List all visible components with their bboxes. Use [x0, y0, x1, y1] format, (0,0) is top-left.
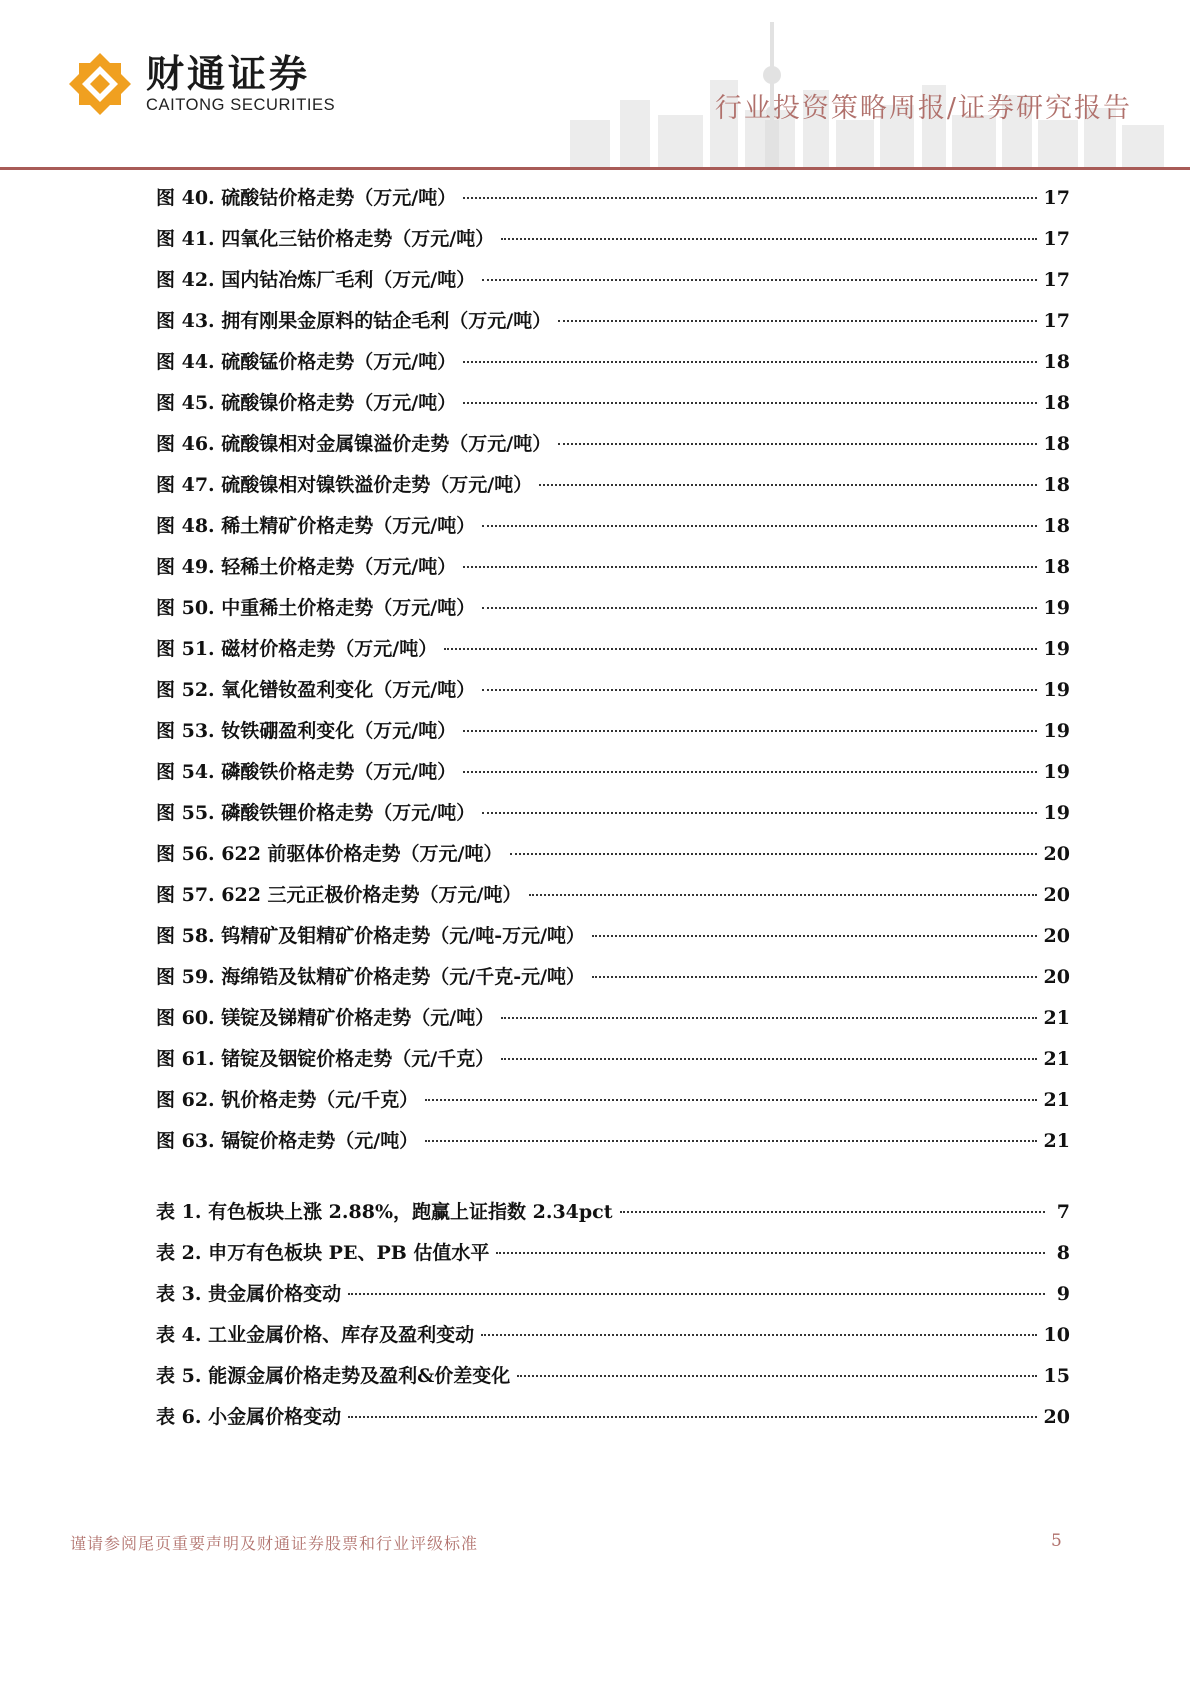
toc-entry-page: 20 — [1043, 966, 1070, 988]
toc-entry-page: 21 — [1043, 1089, 1070, 1111]
dot-leader — [558, 320, 1036, 322]
toc-entry-label: 图 52. 氧化镨钕盈利变化（万元/吨） — [156, 679, 476, 701]
dot-leader — [592, 976, 1036, 978]
toc-entry[interactable] — [156, 1238, 1070, 1279]
toc-entry[interactable] — [156, 511, 1070, 552]
toc-entry[interactable] — [156, 1320, 1070, 1361]
dot-leader — [348, 1293, 1045, 1295]
toc-entry[interactable] — [156, 593, 1070, 634]
dot-leader — [425, 1140, 1036, 1142]
toc-entry-page: 20 — [1043, 925, 1070, 947]
dot-leader — [463, 771, 1036, 773]
toc-entry-label: 图 42. 国内钴冶炼厂毛利（万元/吨） — [156, 269, 476, 291]
toc-entry-page: 18 — [1043, 556, 1070, 578]
toc-entry[interactable] — [156, 429, 1070, 470]
dot-leader — [482, 812, 1036, 814]
report-type-title: 行业投资策略周报/证券研究报告 — [714, 93, 1132, 124]
toc-entry-label: 图 45. 硫酸镍价格走势（万元/吨） — [156, 392, 457, 414]
toc-entry-page: 18 — [1043, 515, 1070, 537]
dot-leader — [539, 484, 1036, 486]
toc-entry-page: 18 — [1043, 351, 1070, 373]
toc-entry[interactable] — [156, 265, 1070, 306]
toc-entry-page: 20 — [1043, 884, 1070, 906]
toc-entry-label: 图 62. 钒价格走势（元/千克） — [156, 1089, 419, 1111]
toc-entry[interactable] — [156, 470, 1070, 511]
toc-entry-page: 19 — [1043, 679, 1070, 701]
toc-entry-label: 图 44. 硫酸锰价格走势（万元/吨） — [156, 351, 457, 373]
toc-entry-label: 图 48. 稀土精矿价格走势（万元/吨） — [156, 515, 476, 537]
dot-leader — [517, 1375, 1036, 1377]
toc-entry-page: 21 — [1043, 1130, 1070, 1152]
toc-entry[interactable] — [156, 798, 1070, 839]
toc-entry-label: 图 60. 镁锭及锑精矿价格走势（元/吨） — [156, 1007, 495, 1029]
toc-entry-label: 图 50. 中重稀土价格走势（万元/吨） — [156, 597, 476, 619]
dot-leader — [481, 1334, 1036, 1336]
toc-entry-label: 表 5. 能源金属价格走势及盈利&价差变化 — [156, 1365, 511, 1387]
dot-leader — [482, 279, 1036, 281]
toc-entry-label: 图 53. 钕铁硼盈利变化（万元/吨） — [156, 720, 457, 742]
toc-entry[interactable] — [156, 388, 1070, 429]
toc-entry-label: 图 55. 磷酸铁锂价格走势（万元/吨） — [156, 802, 476, 824]
toc-entry-page: 17 — [1043, 269, 1070, 291]
dot-leader — [501, 238, 1036, 240]
table-list — [156, 1197, 1070, 1443]
toc-entry-label: 图 63. 镉锭价格走势（元/吨） — [156, 1130, 419, 1152]
table-of-contents — [156, 183, 1070, 1443]
toc-entry-label: 表 2. 申万有色板块 PE、PB 估值水平 — [156, 1242, 490, 1264]
dot-leader — [425, 1099, 1036, 1101]
toc-entry-label: 图 46. 硫酸镍相对金属镍溢价走势（万元/吨） — [156, 433, 552, 455]
toc-entry-page: 18 — [1043, 433, 1070, 455]
toc-entry[interactable] — [156, 634, 1070, 675]
toc-entry-page: 17 — [1043, 228, 1070, 250]
toc-entry-page: 17 — [1043, 310, 1070, 332]
toc-entry-label: 表 6. 小金属价格变动 — [156, 1406, 342, 1428]
dot-leader — [463, 566, 1036, 568]
dot-leader — [348, 1416, 1036, 1418]
toc-entry-page: 20 — [1043, 843, 1070, 865]
toc-entry[interactable] — [156, 224, 1070, 265]
toc-entry-label: 图 51. 磁材价格走势（万元/吨） — [156, 638, 438, 660]
dot-leader — [558, 443, 1036, 445]
toc-entry-label: 图 47. 硫酸镍相对镍铁溢价走势（万元/吨） — [156, 474, 533, 496]
toc-entry[interactable] — [156, 716, 1070, 757]
toc-entry[interactable] — [156, 306, 1070, 347]
toc-entry[interactable] — [156, 1126, 1070, 1167]
toc-entry-label: 图 41. 四氧化三钴价格走势（万元/吨） — [156, 228, 495, 250]
toc-entry-page: 8 — [1056, 1242, 1070, 1264]
toc-entry-label: 表 4. 工业金属价格、库存及盈利变动 — [156, 1324, 475, 1346]
section-gap — [156, 1167, 1070, 1197]
dot-leader — [620, 1211, 1045, 1213]
toc-entry-label: 图 61. 锗锭及铟锭价格走势（元/千克） — [156, 1048, 495, 1070]
dot-leader — [510, 853, 1037, 855]
toc-entry[interactable] — [156, 675, 1070, 716]
toc-entry[interactable] — [156, 552, 1070, 593]
toc-entry[interactable] — [156, 1085, 1070, 1126]
toc-entry[interactable] — [156, 921, 1070, 962]
dot-leader — [529, 894, 1037, 896]
dot-leader — [482, 689, 1036, 691]
toc-entry-page: 18 — [1043, 392, 1070, 414]
toc-entry-label: 图 58. 钨精矿及钼精矿价格走势（元/吨-万元/吨） — [156, 925, 586, 947]
dot-leader — [444, 648, 1036, 650]
toc-entry[interactable] — [156, 962, 1070, 1003]
dot-leader — [501, 1017, 1036, 1019]
toc-entry[interactable] — [156, 757, 1070, 798]
toc-entry-label: 图 49. 轻稀土价格走势（万元/吨） — [156, 556, 457, 578]
toc-entry[interactable] — [156, 1279, 1070, 1320]
toc-entry-label: 表 3. 贵金属价格变动 — [156, 1283, 342, 1305]
dot-leader — [496, 1252, 1045, 1254]
toc-entry-page: 19 — [1043, 720, 1070, 742]
coin-logo-icon — [66, 50, 134, 118]
toc-entry-page: 20 — [1043, 1406, 1070, 1428]
dot-leader — [482, 607, 1036, 609]
toc-entry[interactable] — [156, 1402, 1070, 1443]
toc-entry-label: 图 40. 硫酸钴价格走势（万元/吨） — [156, 187, 457, 209]
toc-entry[interactable] — [156, 839, 1070, 880]
toc-entry[interactable] — [156, 1361, 1070, 1402]
dot-leader — [482, 525, 1036, 527]
toc-entry[interactable] — [156, 183, 1070, 224]
dot-leader — [463, 361, 1036, 363]
dot-leader — [501, 1058, 1036, 1060]
toc-entry-label: 图 57. 622 三元正极价格走势（万元/吨） — [156, 884, 522, 906]
toc-entry-label: 表 1. 有色板块上涨 2.88%，跑赢上证指数 2.34pct — [156, 1201, 613, 1223]
page-number: 5 — [1051, 1531, 1062, 1551]
toc-entry[interactable] — [156, 1044, 1070, 1085]
footer-disclaimer: 谨请参阅尾页重要声明及财通证券股票和行业评级标准 — [70, 1534, 479, 1553]
toc-entry-label: 图 56. 622 前驱体价格走势（万元/吨） — [156, 843, 503, 865]
toc-entry-page: 19 — [1043, 761, 1070, 783]
toc-entry-page: 10 — [1043, 1324, 1070, 1346]
toc-entry-label: 图 59. 海绵锆及钛精矿价格走势（元/千克-元/吨） — [156, 966, 586, 988]
toc-entry-page: 21 — [1043, 1048, 1070, 1070]
toc-entry-page: 21 — [1043, 1007, 1070, 1029]
figure-list — [156, 183, 1070, 1167]
dot-leader — [592, 935, 1036, 937]
toc-entry-label: 图 43. 拥有刚果金原料的钴企毛利（万元/吨） — [156, 310, 552, 332]
toc-entry-page: 19 — [1043, 597, 1070, 619]
brand-name-cn: 财通证券 — [146, 52, 311, 96]
toc-entry-page: 15 — [1043, 1365, 1070, 1387]
toc-entry-label: 图 54. 磷酸铁价格走势（万元/吨） — [156, 761, 457, 783]
page-header — [0, 0, 1190, 172]
dot-leader — [463, 197, 1036, 199]
toc-entry-page: 19 — [1043, 802, 1070, 824]
toc-entry[interactable] — [156, 1003, 1070, 1044]
toc-entry-page: 9 — [1056, 1283, 1070, 1305]
toc-entry-page: 19 — [1043, 638, 1070, 660]
dot-leader — [463, 730, 1036, 732]
toc-entry[interactable] — [156, 1197, 1070, 1238]
toc-entry-page: 7 — [1056, 1201, 1070, 1223]
dot-leader — [463, 402, 1036, 404]
toc-entry[interactable] — [156, 347, 1070, 388]
toc-entry[interactable] — [156, 880, 1070, 921]
company-logo — [66, 50, 335, 118]
header-divider — [0, 167, 1190, 170]
brand-name-en: CAITONG SECURITIES — [146, 96, 336, 114]
toc-entry-page: 17 — [1043, 187, 1070, 209]
toc-entry-page: 18 — [1043, 474, 1070, 496]
